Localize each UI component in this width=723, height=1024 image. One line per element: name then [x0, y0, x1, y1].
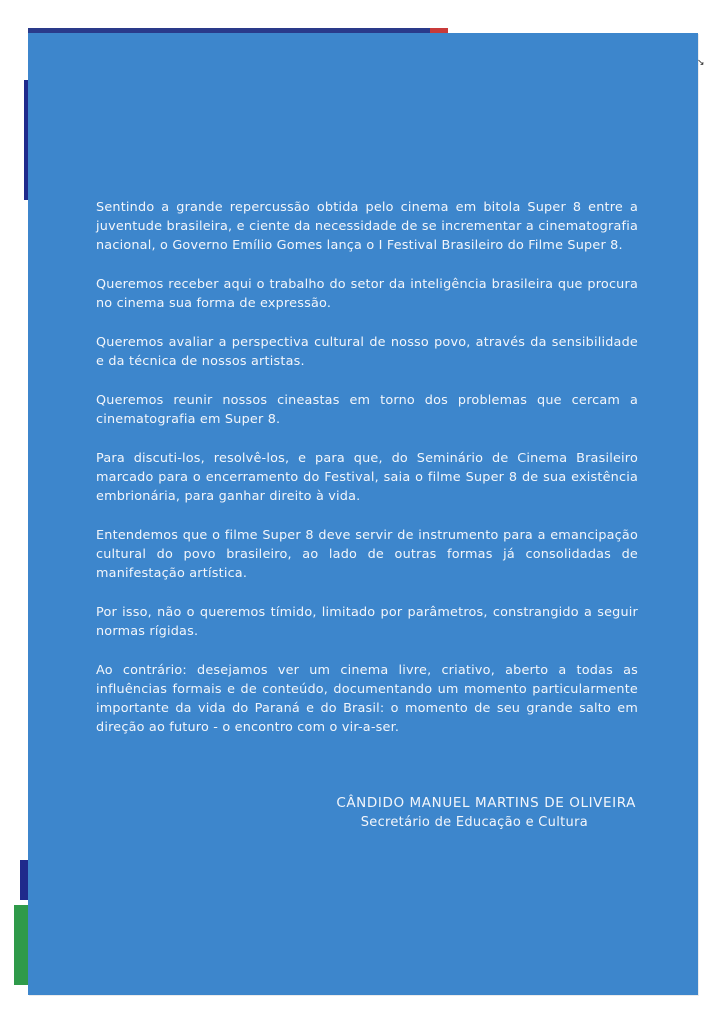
- signatory-name: CÂNDIDO MANUEL MARTINS DE OLIVEIRA: [336, 795, 636, 811]
- paragraph-4: Queremos reunir nossos cineastas em torno dos problemas que cercam a cinematografia em Super 8.: [96, 393, 638, 427]
- paragraph-3: Queremos avaliar a perspectiva cultural de nosso povo, através da sensibilidade e da técnica de nossos artistas.: [96, 335, 638, 369]
- body-text: [96, 198, 638, 757]
- paragraph-6: Entendemos que o filme Super 8 deve servir de instrumento para a emancipação cultural do povo brasileiro, ao lado de outras formas já consolidadas de manifestação artística.: [96, 528, 638, 581]
- paragraph-5: Para discuti-los, resolvê-los, e para que, do Seminário de Cinema Brasileiro marcado para o encerramento do Festival, saia o filme Super 8 de sua existência embrionária, para ganhar direito à vida.: [96, 451, 638, 504]
- paragraph-2: Queremos receber aqui o trabalho do setor da inteligência brasileira que procura no cinema sua forma de expressão.: [96, 277, 638, 311]
- signature-block: [290, 793, 636, 833]
- corner-mark: ↘: [697, 58, 705, 68]
- paragraph-1: Sentindo a grande repercussão obtida pelo cinema em bitola Super 8 entre a juventude brasileira, e ciente da necessidade de se incrementar a cinematografia nacional, o Governo Emílio Gomes lança o I Festival Brasileiro do Filme Super 8.: [96, 200, 638, 253]
- signatory-title: Secretário de Educação e Cultura: [360, 815, 588, 830]
- paragraph-8: Ao contrário: desejamos ver um cinema livre, criativo, aberto a todas as influências formais e de conteúdo, documentando um momento particularmente importante da vida do Paraná e do Brasil: o momento de seu grande salto em direção ao futuro - o encontro com o vir-a-ser.: [96, 663, 638, 735]
- paragraph-7: Por isso, não o queremos tímido, limitado por parâmetros, constrangido a seguir normas rígidas.: [96, 605, 638, 639]
